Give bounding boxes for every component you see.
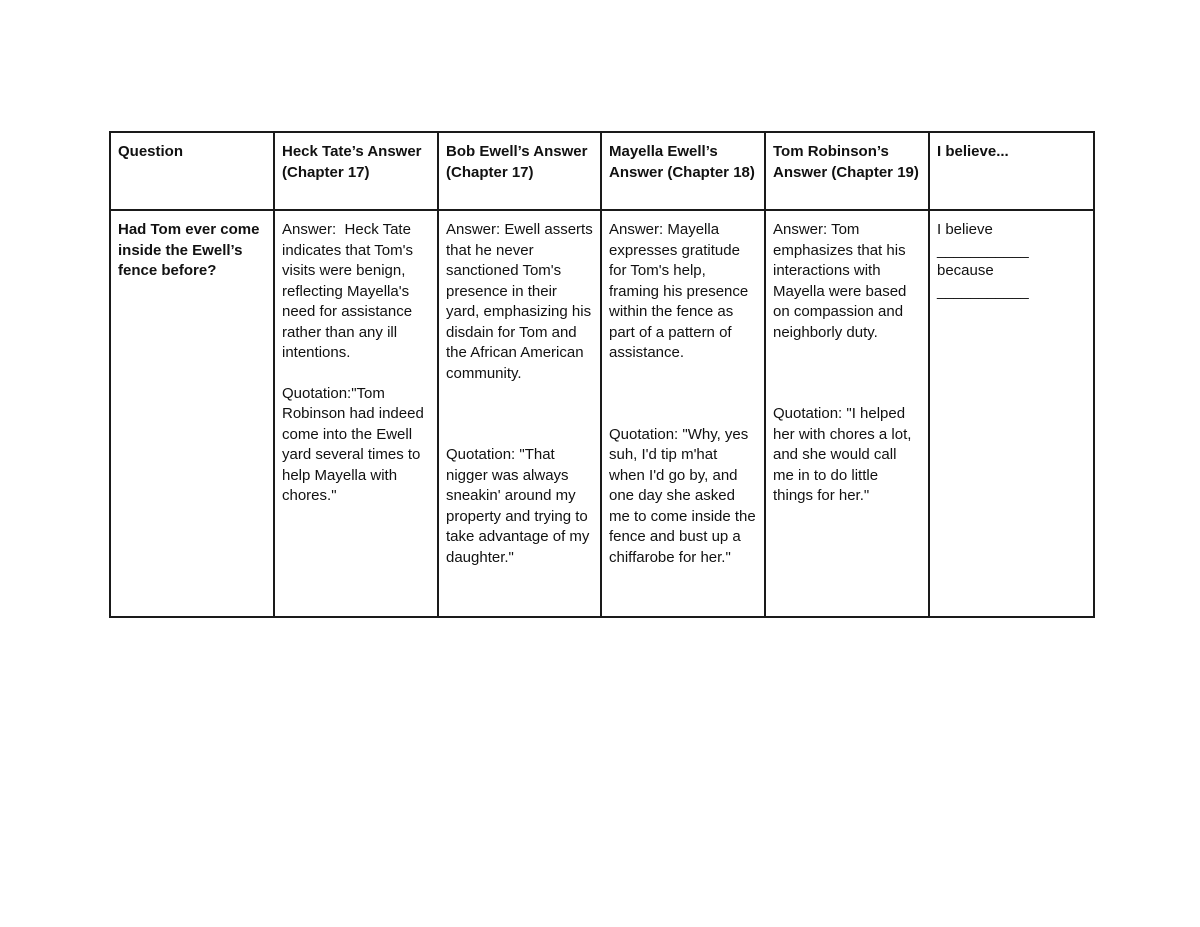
tom-robinson-answer: Answer: Tom emphasizes that his interactions with Mayella were based on compassion and neighborly duty. [773,221,911,341]
question-cell [110,210,274,617]
bob-ewell-cell [438,210,601,617]
header-row [110,132,1094,210]
heck-tate-quotation: Quotation:"Tom Robinson had indeed come into the Ewell yard several times to help Mayella with chores." [282,384,428,504]
question-text: Had Tom ever come inside the Ewell’s fence before? [118,221,264,279]
i-believe-cell [929,210,1094,617]
mayella-ewell-quotation: Quotation: "Why, yes suh, I'd tip m'hat when I'd go by, and one day she asked me to come inside the fence and bust up a chiffarobe for her." [609,425,760,566]
header-mayella-ewell: Mayella Ewell’s Answer (Chapter 18) [601,132,765,210]
mayella-ewell-answer: Answer: Mayella expresses gratitude for Tom's help, framing his presence within the fence as part of a pattern of assistance. [609,221,753,361]
mayella-ewell-cell [601,210,765,617]
bob-ewell-answer: Answer: Ewell asserts that he never sanctioned Tom's presence in their yard, emphasizing his disdain for Tom and the African American community. [446,221,597,382]
tom-robinson-cell [765,210,929,617]
heck-tate-answer: Answer: Heck Tate indicates that Tom's visits were benign, reflecting Mayella's need for assistance rather than any ill intentions. [282,221,418,361]
header-heck-tate: Heck Tate’s Answer (Chapter 17) [274,132,438,210]
header-bob-ewell: Bob Ewell’s Answer (Chapter 17) [438,132,601,210]
worksheet-table [109,131,1095,618]
i-believe-line: I believe ___________ [937,221,1029,259]
tom-robinson-quotation: Quotation: "I helped her with chores a lot, and she would call me in to do little things for her." [773,405,916,504]
header-tom-robinson: Tom Robinson’s Answer (Chapter 19) [765,132,929,210]
header-question: Question [110,132,274,210]
bob-ewell-quotation: Quotation: "That nigger was always sneakin' around my property and trying to take advantage of my daughter." [446,446,594,566]
heck-tate-cell [274,210,438,617]
question-row [110,210,1094,617]
header-i-believe: I believe... [929,132,1094,210]
because-line: because ___________ [937,262,1029,300]
